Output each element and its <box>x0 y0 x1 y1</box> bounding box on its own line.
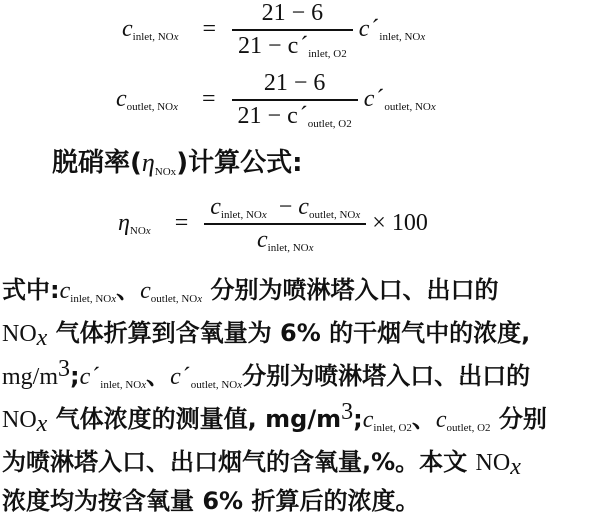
eq1-den-sub2: 2 <box>341 47 347 60</box>
eq3-num-a-sub: inlet, NO <box>220 209 262 221</box>
eq1-equals: = <box>202 16 217 43</box>
paragraph-line-6 <box>2 481 598 521</box>
eq3-num-a-sub-x: x <box>261 209 267 221</box>
eq3-lhs <box>118 210 151 237</box>
eq1-tail-sub: inlet, NO <box>379 31 421 44</box>
eq3-numerator <box>204 194 366 223</box>
eq3-denominator <box>251 225 320 254</box>
paragraph-line-1 <box>2 270 598 311</box>
eq2-tail-symbol: c <box>363 86 375 113</box>
equation-outlet-nox <box>116 70 436 130</box>
eq1-den-sub: inlet, O <box>308 47 342 60</box>
eq3-num-b-sub: outlet, NO <box>308 209 356 221</box>
p2-no: NO <box>2 321 37 347</box>
eq1-tail <box>359 16 426 43</box>
eq3-lhs-sub-x: x <box>145 225 151 238</box>
p3-c1-sub: inlet, NO <box>100 379 142 391</box>
p1-c2: c <box>140 278 151 304</box>
eq2-equals: = <box>202 86 216 113</box>
eq2-tail <box>364 86 436 113</box>
eq1-den-prefix: 21 − c <box>238 32 299 59</box>
eq1-tail-sub-x: x <box>420 31 426 44</box>
p3-c1-sub-x: x <box>141 379 147 391</box>
eq1-numerator: 21 − 6 <box>261 0 324 26</box>
eq2-lhs-sub-x: x <box>173 101 178 114</box>
eq2-den-sub: outlet, O <box>307 117 347 130</box>
p5-text: 为喷淋塔入口、出口烟气的含氧量,%。本文 <box>2 448 476 476</box>
eq1-lhs <box>122 16 179 43</box>
p3-c2: c <box>170 364 181 390</box>
heading-text-after: )计算公式: <box>176 148 303 178</box>
p3-prime1: ´ <box>92 364 101 390</box>
p1-c1-sub: inlet, NO <box>70 293 112 305</box>
eq3-num-b-symbol: c <box>298 194 309 220</box>
eq3-times-100: × 100 <box>372 210 428 237</box>
paragraph-line-3 <box>2 356 598 397</box>
eq2-den-sub2: 2 <box>346 117 352 130</box>
eq2-lhs <box>116 86 178 113</box>
eq3-lhs-sub: NO <box>129 225 146 238</box>
eq3-minus: − <box>278 194 293 220</box>
equation-efficiency <box>118 194 428 254</box>
eq2-den-prefix: 21 − c <box>237 102 298 129</box>
p3-unit: mg/m <box>2 364 59 390</box>
p4-c1-sub2: 2 <box>406 422 412 434</box>
eq2-den-prime: ´ <box>299 102 308 129</box>
p3-sep: 、 <box>146 362 171 390</box>
p1-suffix: 分别为喷淋塔入口、出口的 <box>202 276 499 304</box>
p1-prefix: 式中: <box>2 276 60 304</box>
p2-x: x <box>36 325 48 351</box>
eq3-equals: = <box>174 210 189 237</box>
p4-c2-sub2: 2 <box>485 422 491 434</box>
denitrification-heading <box>52 142 302 179</box>
p4-suffix: 分别 <box>490 405 547 433</box>
eq3-lhs-symbol: η <box>118 210 130 237</box>
p4-c1: c <box>362 407 374 433</box>
p3-suffix: 分别为喷淋塔入口、出口的 <box>242 362 531 390</box>
eq3-den-sub: inlet, NO <box>267 241 309 254</box>
p3-sup: 3 <box>58 356 71 382</box>
p1-c1-sub-x: x <box>111 293 117 305</box>
eq1-lhs-symbol: c <box>122 16 133 43</box>
eq2-tail-prime: ´ <box>376 86 385 113</box>
eq1-lhs-sub: inlet, NO <box>132 31 174 44</box>
p3-c2-sub-x: x <box>237 379 243 391</box>
equation-inlet-nox <box>122 0 425 60</box>
p6-text: 浓度均为按含氧量 6% 折算后的浓度。 <box>2 487 420 515</box>
eq2-lhs-sub: outlet, NO <box>126 101 174 114</box>
eq2-tail-sub-x: x <box>430 101 436 114</box>
p5-x: x <box>510 454 521 480</box>
p2-text: 气体折算到含氧量为 6% 的干烟气中的浓度, <box>47 319 531 347</box>
p4-sup: 3 <box>341 399 354 425</box>
eq1-fraction <box>232 0 353 60</box>
heading-eta-sub: NOx <box>154 166 177 178</box>
eq2-denominator <box>232 101 358 130</box>
eq2-numerator: 21 − 6 <box>263 70 326 96</box>
p4-x: x <box>36 411 48 437</box>
p4-c2: c <box>435 407 447 433</box>
eq1-tail-prime: ´ <box>371 16 380 43</box>
p3-c1: c <box>79 364 91 390</box>
p3-semicolon: ; <box>70 362 80 390</box>
p4-no: NO <box>2 407 37 433</box>
eq3-den-sub-x: x <box>308 241 314 254</box>
p3-prime2: ´ <box>182 364 191 390</box>
p1-c2-sub: outlet, NO <box>150 293 198 305</box>
eq1-denominator <box>232 31 353 60</box>
p4-text: 气体浓度的测量值, mg/m <box>47 405 342 433</box>
p4-c1-sub: inlet, O <box>373 422 407 434</box>
eq1-tail-symbol: c <box>358 16 370 43</box>
eq2-tail-sub: outlet, NO <box>384 101 431 114</box>
paragraph-line-2 <box>2 313 598 354</box>
p1-c1: c <box>59 278 71 304</box>
paragraph-line-5 <box>2 442 598 483</box>
eq3-num-b-sub-x: x <box>355 209 361 221</box>
eq2-fraction <box>232 70 358 130</box>
eq3-den-symbol: c <box>257 226 268 253</box>
eq3-fraction <box>204 194 366 254</box>
p5-no: NO <box>475 450 511 476</box>
p1-c2-sub-x: x <box>197 293 203 305</box>
p3-c2-sub: outlet, NO <box>190 379 238 391</box>
eq1-lhs-sub-x: x <box>173 31 179 44</box>
eq3-num-a-symbol: c <box>210 194 221 220</box>
p4-c2-sub: outlet, O <box>446 422 486 434</box>
heading-text-before: 脱硝率( <box>52 148 142 178</box>
eq2-lhs-symbol: c <box>116 86 127 113</box>
p4-semicolon: ; <box>353 405 363 433</box>
heading-eta: η <box>141 148 155 177</box>
paragraph-line-4 <box>2 399 598 440</box>
p4-sep: 、 <box>411 405 436 433</box>
p1-sep: 、 <box>116 276 141 304</box>
eq1-den-prime: ´ <box>300 32 309 59</box>
